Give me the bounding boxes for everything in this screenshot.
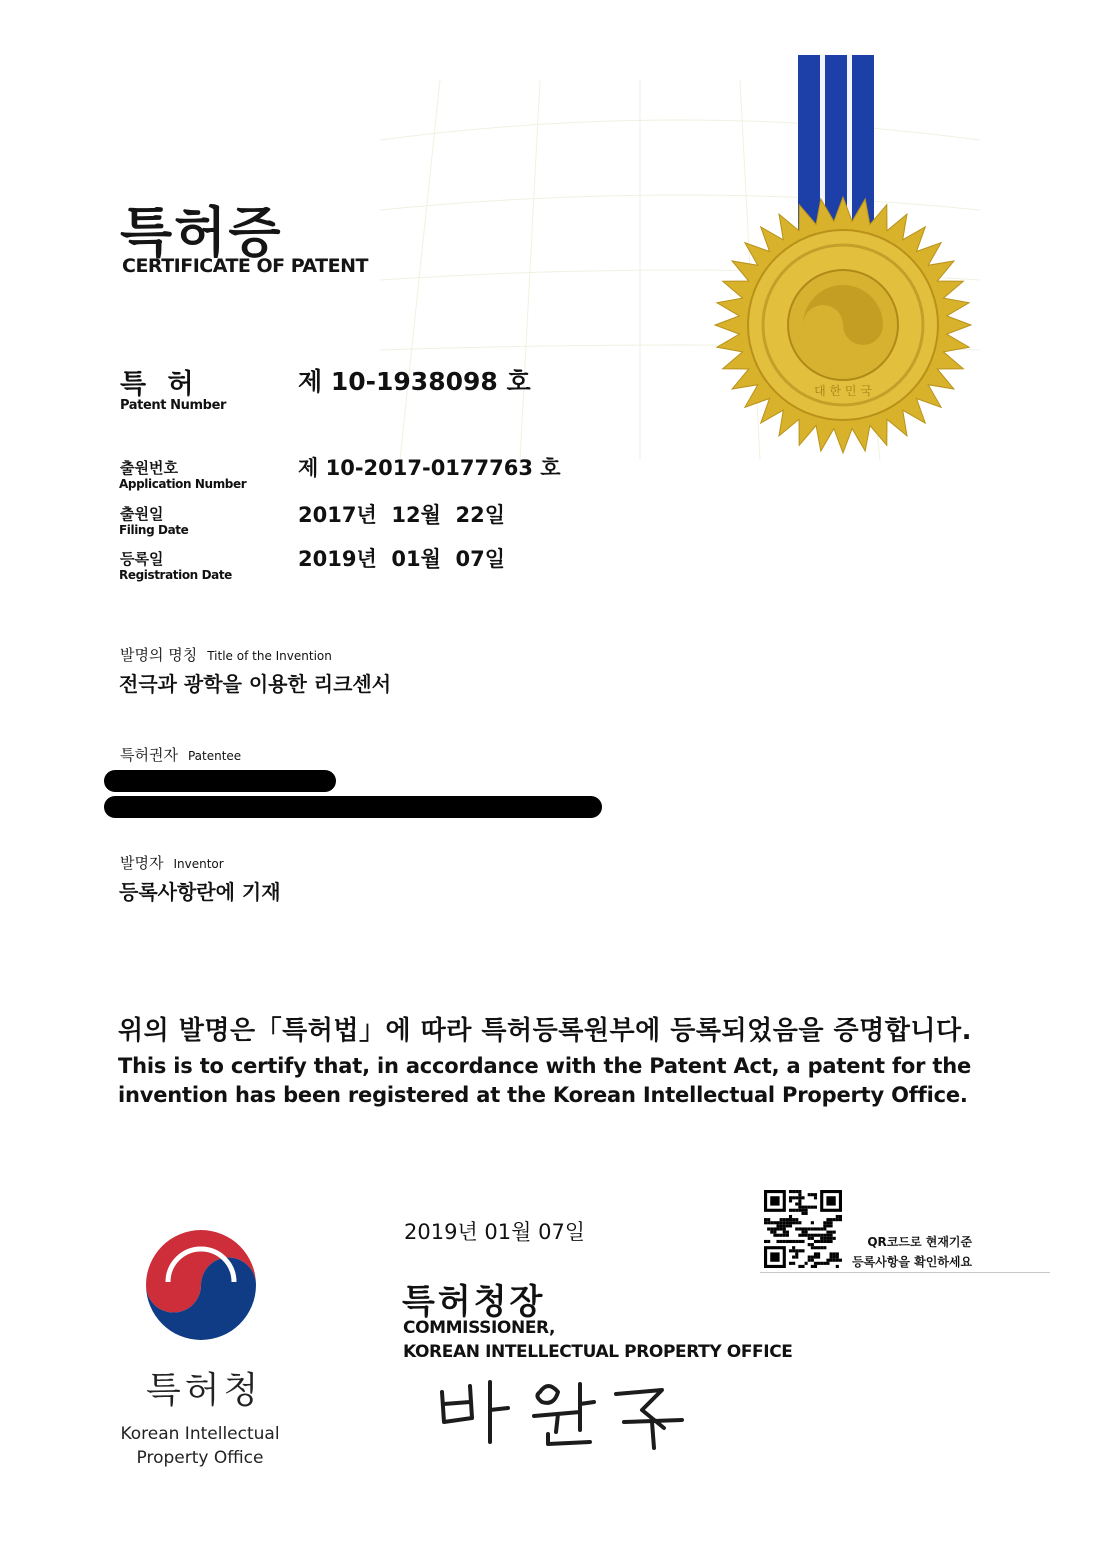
commissioner-title-korean: 특허청장: [402, 1282, 546, 1322]
inventor-label-korean: 발명자: [120, 854, 164, 872]
qr-instruction-line2: 등록사항을 확인하세요: [852, 1255, 973, 1269]
ribbon-stripe: [798, 55, 820, 230]
redaction-bar: [104, 770, 336, 792]
kipo-name-english-line1: Korean Intellectual: [120, 1424, 280, 1444]
patent-number-value: 제 10-1938098 호: [298, 367, 531, 396]
issue-date: 2019년 01월 07일: [404, 1220, 586, 1244]
qr-instruction-text: [852, 1232, 972, 1272]
filing-label-korean: 출원일: [120, 505, 164, 523]
qr-instruction-line1: QR코드로 현재기준: [867, 1235, 973, 1249]
certificate-title-english: CERTIFICATE OF PATENT: [122, 255, 368, 277]
registration-date-value: 2019년 01월 07일: [298, 547, 505, 571]
commissioner-signature: [430, 1372, 700, 1452]
registration-label-korean: 등록일: [120, 550, 164, 568]
taegeuk-emblem-logo: [138, 1222, 264, 1348]
commissioner-title-english: COMMISSIONER,: [403, 1318, 556, 1338]
application-label-english: Application Number: [119, 477, 247, 491]
filing-label-english: Filing Date: [119, 523, 189, 537]
application-label-korean: 출원번호: [120, 459, 178, 477]
kipo-name-english-line2: Property Office: [136, 1448, 264, 1468]
patent-label-english: Patent Number: [120, 398, 226, 413]
gold-seal-medal: [710, 50, 980, 460]
patentee-label-english: Patentee: [187, 749, 242, 763]
inventor-label: [120, 852, 224, 873]
registration-label-english: Registration Date: [119, 568, 232, 582]
application-number-value: 제 10-2017-0177763 호: [298, 456, 561, 480]
certificate-title-korean: 특허증: [120, 201, 283, 264]
invention-title-value: 전극과 광학을 이용한 리크센서: [119, 672, 392, 696]
patent-label-korean: 특 허: [120, 369, 200, 400]
kipo-name-english: [112, 1422, 288, 1470]
invention-label-english: Title of the Invention: [207, 649, 332, 663]
qr-code[interactable]: [764, 1190, 842, 1268]
certification-statement-english: This is to certify that, in accordance with the Patent Act, a patent for the invention has been registered at the Korean Intellectual Property Office.: [118, 1054, 972, 1107]
filing-date-value: 2017년 12월 22일: [298, 503, 505, 527]
invention-label-korean: 발명의 명칭: [120, 646, 198, 664]
invention-title-label: [120, 644, 332, 665]
redaction-bar: [104, 796, 602, 818]
patentee-label: [120, 744, 241, 765]
svg-text:대 한 민 국: 대 한 민 국: [814, 384, 872, 398]
inventor-value: 등록사항란에 기재: [119, 880, 281, 904]
inventor-label-english: Inventor: [173, 857, 224, 871]
office-name-english: KOREAN INTELLECTUAL PROPERTY OFFICE: [403, 1342, 793, 1362]
divider-line: [760, 1272, 1050, 1273]
certification-statement-korean: 위의 발명은「특허법」에 따라 특허등록원부에 등록되었음을 증명합니다.: [118, 1016, 973, 1046]
kipo-name-korean: 특허청: [146, 1370, 263, 1411]
patentee-label-korean: 특허권자: [120, 746, 178, 764]
